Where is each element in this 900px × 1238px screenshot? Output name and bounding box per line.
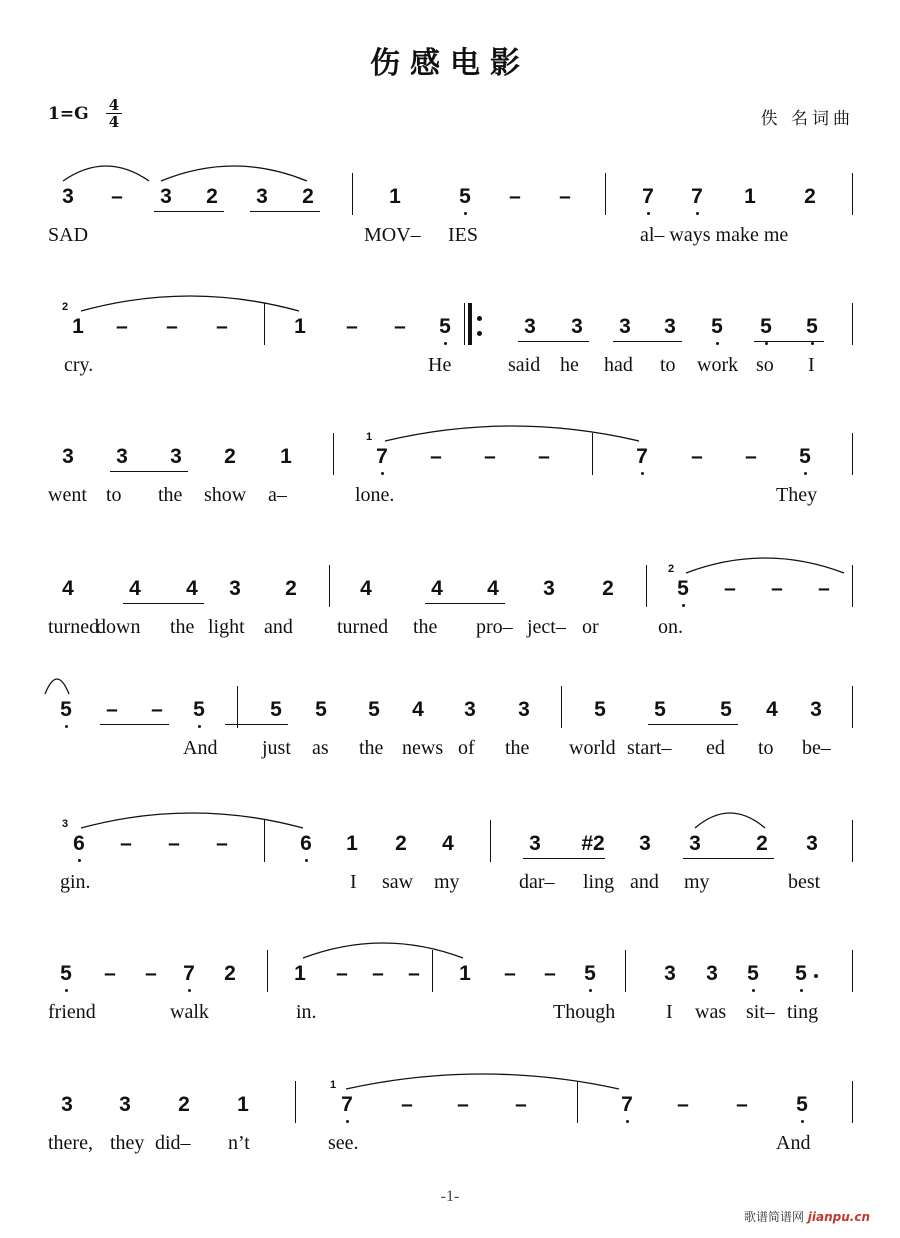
note: 3: [170, 445, 182, 468]
slur-arc: [694, 806, 766, 836]
note: 1: [237, 1093, 249, 1116]
lyric-word: turned: [337, 616, 389, 638]
note: 4: [766, 698, 778, 721]
note: 7: [183, 962, 195, 985]
note: 3: [810, 698, 822, 721]
note: 5: [584, 962, 596, 985]
dash: –: [818, 577, 830, 600]
lyric-word: walk: [170, 1001, 209, 1023]
note: 3: [229, 577, 241, 600]
lyric-word: a–: [268, 484, 287, 506]
barline: [333, 433, 334, 475]
lyric-word: They: [776, 484, 818, 506]
low-octave-dot: [800, 989, 803, 992]
lyric-word: or: [582, 616, 599, 638]
dash: –: [504, 962, 516, 985]
note: 3: [543, 577, 555, 600]
low-octave-dot: [696, 212, 699, 215]
barline: [490, 820, 491, 862]
note: 3: [571, 315, 583, 338]
note: 4: [62, 577, 74, 600]
note: 1: [280, 445, 292, 468]
note: 5: [459, 185, 471, 208]
lyric-word: so: [756, 354, 774, 376]
note: #2: [581, 832, 605, 855]
note: 3: [664, 315, 676, 338]
dash: –: [104, 962, 116, 985]
beam-underline: [250, 211, 320, 212]
barline: [852, 173, 853, 215]
beam-underline: [683, 858, 774, 859]
lyric-word: as: [312, 737, 329, 759]
barline: [329, 565, 330, 607]
lyric-word: dar–: [519, 871, 555, 893]
note: 2: [285, 577, 297, 600]
lyric-word: news: [402, 737, 444, 759]
lyric-word: went: [48, 484, 87, 506]
lyric-word: ed: [706, 737, 725, 759]
barline: [852, 303, 853, 345]
note: 7: [341, 1093, 353, 1116]
note: 1: [459, 962, 471, 985]
barline: [295, 1081, 296, 1123]
note: 3: [529, 832, 541, 855]
dash: –: [509, 185, 521, 208]
note: 3: [256, 185, 268, 208]
lyric-word: the: [359, 737, 384, 759]
note: 3: [639, 832, 651, 855]
beam-underline: [154, 211, 224, 212]
lyric-word: the: [170, 616, 195, 638]
note: 4: [360, 577, 372, 600]
slur-arc: [302, 936, 464, 966]
note: 1: [744, 185, 756, 208]
grace-note: 1: [330, 1079, 337, 1091]
note: 1: [389, 185, 401, 208]
low-octave-dot: [626, 1120, 629, 1123]
lyric-word: sit–: [746, 1001, 775, 1023]
note: 6: [73, 832, 85, 855]
note: 5: [439, 315, 451, 338]
dash: –: [724, 577, 736, 600]
note: 4: [487, 577, 499, 600]
note: 2: [206, 185, 218, 208]
barline: [625, 950, 626, 992]
lyric-word: turned: [48, 616, 100, 638]
note: 3: [62, 445, 74, 468]
slur-arc: [160, 159, 308, 189]
low-octave-dot: [305, 859, 308, 862]
lyric-word: was: [695, 1001, 727, 1023]
low-octave-dot: [464, 212, 467, 215]
dash: –: [106, 698, 118, 721]
lyric-word: the: [413, 616, 438, 638]
note: 5: [193, 698, 205, 721]
note: 5: [60, 698, 72, 721]
lyric-word: down: [96, 616, 141, 638]
note: 2: [178, 1093, 190, 1116]
lyric-word: to: [106, 484, 122, 506]
dash: –: [216, 315, 228, 338]
lyric-word: friend: [48, 1001, 96, 1023]
barline: [237, 686, 238, 728]
lyric-word: to: [758, 737, 774, 759]
note: 5: [720, 698, 732, 721]
note: 3: [61, 1093, 73, 1116]
beam-underline: [425, 603, 505, 604]
dash: –: [166, 315, 178, 338]
note: 3: [689, 832, 701, 855]
low-octave-dot: [444, 342, 447, 345]
note: 3: [160, 185, 172, 208]
note: 2: [224, 445, 236, 468]
grace-note: 2: [62, 301, 69, 313]
note: 5: [315, 698, 327, 721]
note: 3: [116, 445, 128, 468]
barline: [852, 686, 853, 728]
note: 4: [431, 577, 443, 600]
lyric-word: my: [434, 871, 460, 893]
note: 3: [524, 315, 536, 338]
dash: –: [408, 962, 420, 985]
watermark-url: jianpu.cn: [807, 1210, 870, 1224]
barline: [852, 433, 853, 475]
note: 3: [464, 698, 476, 721]
lyric-word: Though: [553, 1001, 616, 1023]
lyric-word: I: [808, 354, 815, 376]
watermark-site: 歌谱简谱网: [743, 1210, 804, 1224]
lyric-word: light: [208, 616, 245, 638]
dash: –: [691, 445, 703, 468]
low-octave-dot: [346, 1120, 349, 1123]
low-octave-dot: [811, 342, 814, 345]
note: 2: [804, 185, 816, 208]
barline: [852, 1081, 853, 1123]
note: 3: [664, 962, 676, 985]
lyric-word: of: [458, 737, 475, 759]
lyric-word: lone.: [355, 484, 395, 506]
dash: –: [336, 962, 348, 985]
note: 5: [747, 962, 759, 985]
slur-arc: [44, 672, 70, 702]
dash: –: [457, 1093, 469, 1116]
note: 2: [602, 577, 614, 600]
note: 7: [691, 185, 703, 208]
dash: –: [372, 962, 384, 985]
low-octave-dot: [641, 472, 644, 475]
note: 3: [806, 832, 818, 855]
beam-underline: [123, 603, 204, 604]
slur-arc: [345, 1067, 620, 1097]
beam-underline: [613, 341, 682, 342]
lyric-word: saw: [382, 871, 414, 893]
lyric-word: SAD: [48, 224, 89, 246]
note: 4: [442, 832, 454, 855]
lyric-word: ling: [583, 871, 615, 893]
augmentation-dot: [814, 974, 818, 978]
lyric-word: work: [697, 354, 739, 376]
dash: –: [120, 832, 132, 855]
note: 4: [412, 698, 424, 721]
lyric-word: said: [508, 354, 541, 376]
lyric-word: And: [183, 737, 218, 759]
meter-bottom: 4: [108, 113, 120, 131]
note: 5: [796, 1093, 808, 1116]
lyric-word: And: [776, 1132, 811, 1154]
lyric-word: the: [505, 737, 530, 759]
grace-note: 1: [366, 431, 373, 443]
note: 3: [518, 698, 530, 721]
note: 5: [806, 315, 818, 338]
lyric-word: in.: [296, 1001, 317, 1023]
dash: –: [111, 185, 123, 208]
low-octave-dot: [188, 989, 191, 992]
lyric-word: start–: [627, 737, 672, 759]
note: 5: [594, 698, 606, 721]
dash: –: [168, 832, 180, 855]
dash: –: [484, 445, 496, 468]
lyric-word: pro–: [476, 616, 513, 638]
watermark: [744, 1208, 870, 1225]
note: 5: [60, 962, 72, 985]
note: 4: [129, 577, 141, 600]
grace-note: 2: [668, 563, 675, 575]
lyric-word: He: [428, 354, 452, 376]
dash: –: [771, 577, 783, 600]
lyric-word: had: [604, 354, 633, 376]
dash: –: [538, 445, 550, 468]
lyric-word: they: [110, 1132, 145, 1154]
note: 5: [270, 698, 282, 721]
note: 3: [619, 315, 631, 338]
note: 2: [302, 185, 314, 208]
beam-underline: [100, 724, 169, 725]
dash: –: [559, 185, 571, 208]
note: 7: [636, 445, 648, 468]
note: 5: [677, 577, 689, 600]
lyric-word: IES: [448, 224, 478, 246]
dash: –: [677, 1093, 689, 1116]
note: 2: [224, 962, 236, 985]
lyric-word: the: [158, 484, 183, 506]
note: 5: [760, 315, 772, 338]
note: 1: [294, 315, 306, 338]
lyric-word: cry.: [64, 354, 94, 376]
lyric-word: al– ways make me: [640, 224, 789, 246]
repeat-barline: [468, 303, 472, 345]
lyric-word: and: [264, 616, 293, 638]
beam-underline: [523, 858, 605, 859]
low-octave-dot: [804, 472, 807, 475]
note: 5: [368, 698, 380, 721]
note: 7: [621, 1093, 633, 1116]
dash: –: [145, 962, 157, 985]
dash: –: [736, 1093, 748, 1116]
dash: –: [544, 962, 556, 985]
note: 5: [795, 962, 807, 985]
barline: [852, 565, 853, 607]
lyric-word: I: [350, 871, 357, 893]
dash: –: [515, 1093, 527, 1116]
lyric-word: on.: [658, 616, 683, 638]
dash: –: [401, 1093, 413, 1116]
barline: [561, 686, 562, 728]
note: 2: [756, 832, 768, 855]
beam-underline: [754, 341, 824, 342]
note: 5: [711, 315, 723, 338]
barline: [605, 173, 606, 215]
dash: –: [151, 698, 163, 721]
dash: –: [430, 445, 442, 468]
slur-arc: [62, 159, 150, 189]
barline: [267, 950, 268, 992]
note: 1: [72, 315, 84, 338]
low-octave-dot: [78, 859, 81, 862]
lyric-word: gin.: [60, 871, 91, 893]
time-signature: [106, 97, 122, 130]
meter-top: 4: [108, 96, 120, 114]
dash: –: [394, 315, 406, 338]
low-octave-dot: [198, 725, 201, 728]
beam-underline: [110, 471, 188, 472]
dash: –: [216, 832, 228, 855]
low-octave-dot: [647, 212, 650, 215]
lyric-word: I: [666, 1001, 673, 1023]
lyric-word: to: [660, 354, 676, 376]
note: 5: [799, 445, 811, 468]
beam-underline: [225, 724, 288, 725]
dash: –: [116, 315, 128, 338]
beam-underline: [648, 724, 738, 725]
note: 3: [119, 1093, 131, 1116]
slur-arc: [685, 551, 845, 581]
dash: –: [745, 445, 757, 468]
note: 1: [346, 832, 358, 855]
key-signature: 1=G: [48, 104, 89, 124]
lyric-word: be–: [802, 737, 831, 759]
low-octave-dot: [589, 989, 592, 992]
lyric-word: and: [630, 871, 659, 893]
note: 6: [300, 832, 312, 855]
note: 5: [654, 698, 666, 721]
repeat-dot: [477, 331, 482, 336]
lyric-word: best: [788, 871, 821, 893]
note: 3: [706, 962, 718, 985]
note: 4: [186, 577, 198, 600]
lyric-word: my: [684, 871, 710, 893]
lyric-word: MOV–: [364, 224, 421, 246]
low-octave-dot: [65, 989, 68, 992]
note: 7: [376, 445, 388, 468]
song-title: 伤感电影: [370, 46, 530, 81]
slur-arc: [80, 806, 304, 836]
barline: [464, 303, 465, 345]
beam-underline: [518, 341, 589, 342]
low-octave-dot: [752, 989, 755, 992]
barline: [852, 820, 853, 862]
slur-arc: [384, 419, 640, 449]
low-octave-dot: [801, 1120, 804, 1123]
lyric-word: world: [569, 737, 616, 759]
low-octave-dot: [381, 472, 384, 475]
note: 7: [642, 185, 654, 208]
composer-credit: 佚 名词曲: [760, 109, 854, 129]
page-number: -1-: [440, 1188, 460, 1205]
barline: [646, 565, 647, 607]
lyric-word: did–: [155, 1132, 191, 1154]
note: 1: [294, 962, 306, 985]
barline: [352, 173, 353, 215]
lyric-word: ting: [787, 1001, 819, 1023]
low-octave-dot: [682, 604, 685, 607]
lyric-word: he: [560, 354, 579, 376]
lyric-word: ject–: [527, 616, 566, 638]
dash: –: [346, 315, 358, 338]
lyric-word: show: [204, 484, 247, 506]
low-octave-dot: [716, 342, 719, 345]
lyric-word: just: [262, 737, 291, 759]
note: 2: [395, 832, 407, 855]
barline: [852, 950, 853, 992]
lyric-word: see.: [328, 1132, 359, 1154]
low-octave-dot: [65, 725, 68, 728]
repeat-dot: [477, 316, 482, 321]
grace-note: 3: [62, 818, 69, 830]
low-octave-dot: [765, 342, 768, 345]
slur-arc: [80, 289, 300, 319]
lyric-word: n’t: [228, 1132, 250, 1154]
note: 3: [62, 185, 74, 208]
lyric-word: there,: [48, 1132, 93, 1154]
